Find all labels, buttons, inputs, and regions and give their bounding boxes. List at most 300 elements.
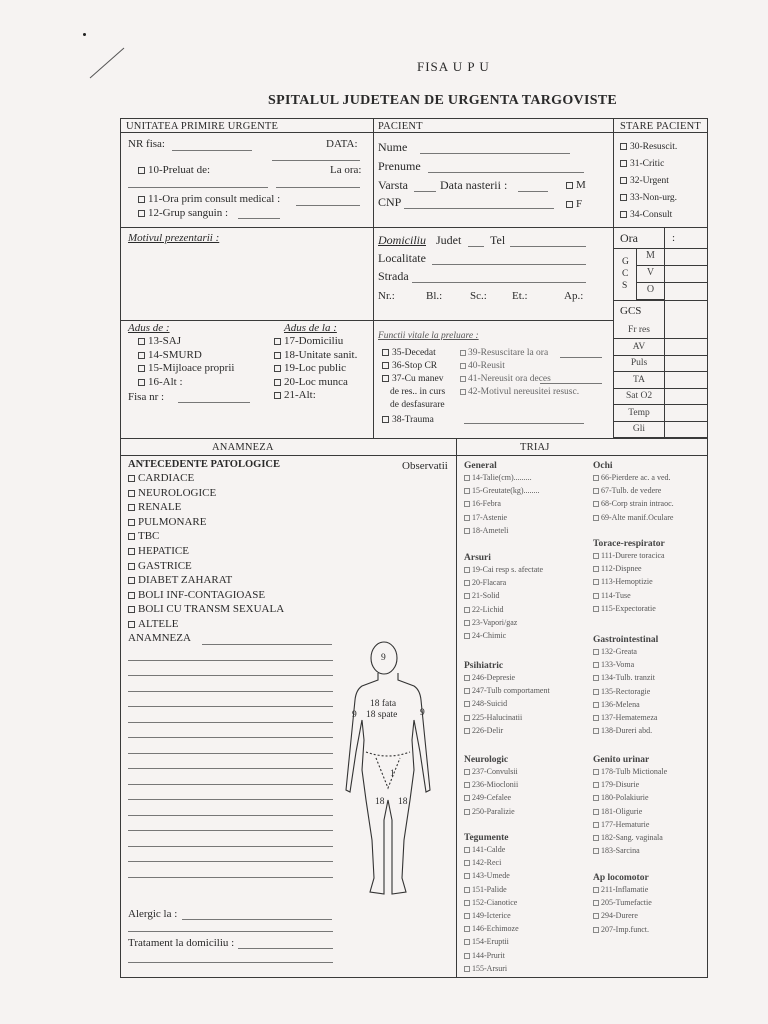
anamneza-line: [128, 768, 333, 769]
functii-item-row[interactable]: [382, 360, 437, 372]
sex-f-row[interactable]: [566, 198, 582, 211]
checkbox[interactable]: [593, 848, 599, 854]
checkbox[interactable]: [128, 533, 135, 540]
triaj-item-row[interactable]: [593, 473, 671, 483]
triaj-item-label: 236-Mioclonii: [472, 780, 519, 790]
triaj-item-row[interactable]: [464, 526, 508, 536]
triaj-item-row[interactable]: [464, 964, 507, 974]
adus-de-item-row[interactable]: [138, 362, 234, 375]
triaj-item-row[interactable]: [464, 937, 509, 947]
anamneza-line: [128, 846, 333, 847]
bl-label: Bl.:: [426, 290, 443, 302]
checkbox[interactable]: [593, 475, 599, 481]
checkbox[interactable]: [382, 349, 389, 356]
triaj-item-row[interactable]: [464, 871, 510, 881]
gcs-o-cell[interactable]: [636, 282, 665, 300]
triaj-item-label: 182-Sang. vaginala: [601, 833, 663, 842]
triaj-item-row[interactable]: [593, 700, 640, 710]
body-arm-right: 9: [420, 708, 425, 718]
vital-row-divider: [613, 388, 708, 389]
checkbox[interactable]: [593, 887, 599, 893]
triaj-item-row[interactable]: [464, 699, 507, 709]
checkbox[interactable]: [464, 966, 470, 972]
gcs-label: GCS: [620, 305, 642, 317]
checkbox[interactable]: [464, 501, 470, 507]
checkbox[interactable]: [464, 580, 470, 586]
functii-item-row[interactable]: [382, 347, 436, 359]
adus-de-item-row[interactable]: [138, 335, 181, 348]
sc-label: Sc.:: [470, 290, 487, 302]
adus-de-la-item-label: 17-Domiciliu: [284, 335, 344, 347]
triaj-item-label: 141-Calde: [472, 845, 506, 854]
checkbox[interactable]: [128, 504, 135, 511]
checkbox[interactable]: [138, 338, 145, 345]
stare-item-row[interactable]: [620, 158, 664, 170]
et-label: Et.:: [512, 290, 528, 302]
checkbox[interactable]: [128, 577, 135, 584]
anamneza-line: [128, 660, 333, 661]
vital-label: Fr res: [628, 325, 650, 335]
triaj-item-label: 225-Halucinatii: [472, 712, 523, 722]
antecedent-item-row[interactable]: [128, 560, 192, 573]
checkbox[interactable]: [593, 488, 599, 494]
vital-row-divider: [613, 404, 708, 405]
triaj-item-row[interactable]: [593, 846, 640, 856]
tratament-label: Tratament la domiciliu :: [128, 937, 235, 949]
triaj-item-row[interactable]: [464, 767, 518, 777]
checkbox[interactable]: [464, 900, 470, 906]
checkbox[interactable]: [128, 519, 135, 526]
checkbox[interactable]: [620, 211, 627, 218]
antecedent-item-row[interactable]: [128, 501, 181, 514]
body-front-label: 18 fata: [370, 699, 397, 709]
triaj-item-row[interactable]: [464, 591, 500, 601]
checkbox[interactable]: [382, 362, 389, 369]
vital-row-divider: [613, 437, 708, 438]
triaj-item-row[interactable]: [464, 618, 517, 628]
triaj-item-row[interactable]: [593, 687, 650, 697]
triaj-item-label: 250-Paralizie: [472, 806, 515, 816]
antecedent-item-row[interactable]: [128, 618, 179, 631]
antecedent-item-row[interactable]: [128, 516, 206, 529]
triaj-item-row[interactable]: [464, 911, 511, 921]
triaj-item-row[interactable]: [593, 885, 648, 895]
triaj-item-row[interactable]: [593, 486, 661, 496]
functii-item-label: 41-Nereusit ora deces: [468, 374, 551, 384]
checkbox[interactable]: [593, 649, 599, 655]
checkbox[interactable]: [593, 900, 599, 906]
checkbox[interactable]: [593, 593, 599, 599]
triaj-item-label: 142-Reci: [472, 858, 502, 868]
triaj-item-label: 237-Convulsii: [472, 767, 518, 776]
adus-de-la-item-row[interactable]: [274, 376, 348, 389]
checkbox[interactable]: [464, 515, 470, 521]
tratament-line-2: [128, 962, 333, 963]
functii-item-row[interactable]: [382, 373, 443, 385]
triaj-item-label: 115-Expectoratie: [601, 603, 656, 613]
checkbox[interactable]: [464, 782, 470, 788]
checkbox[interactable]: [460, 363, 466, 369]
functii-item-row[interactable]: [460, 373, 551, 385]
checkbox[interactable]: [620, 160, 627, 167]
antecedent-item-label: TBC: [138, 530, 160, 543]
body-groin: 1: [390, 769, 395, 779]
stare-item-label: 30-Resuscit.: [630, 142, 678, 152]
vital-label: Puls: [630, 358, 648, 368]
adus-de-la-item-row[interactable]: [274, 362, 346, 375]
triaj-item-label: 226-Delir: [472, 725, 504, 735]
anamneza-line: [128, 877, 333, 878]
antecedent-item-row[interactable]: [128, 603, 284, 616]
triaj-item-row[interactable]: [593, 713, 657, 723]
vital-label: AV: [632, 341, 646, 352]
triaj-item-label: 21-Solid: [472, 591, 500, 601]
checkbox[interactable]: [274, 338, 281, 345]
anamneza-title: ANAMNEZA: [212, 442, 274, 453]
checkbox[interactable]: [593, 835, 599, 841]
checkbox[interactable]: [464, 926, 470, 932]
triaj-item-label: 22-Lichid: [472, 604, 504, 614]
triaj-item-label: 183-Sarcina: [601, 846, 640, 856]
ora-label: Ora: [620, 231, 638, 245]
adus-de-la-item-label: 19-Loc public: [284, 362, 347, 374]
functii-trauma-row[interactable]: [382, 414, 434, 426]
anamneza-line: [128, 691, 333, 692]
functii-extra: de res.. in curs: [390, 387, 446, 397]
triaj-item-row[interactable]: [464, 473, 532, 483]
triaj-item-row[interactable]: [593, 833, 663, 843]
checkbox[interactable]: [460, 376, 466, 382]
body-back-label: 18 spate: [366, 710, 398, 720]
antecedent-item-row[interactable]: [128, 574, 232, 587]
body-head-num: 9: [381, 653, 386, 663]
triaj-item-row[interactable]: [464, 605, 504, 615]
triaj-item-label: 181-Oligurie: [601, 806, 643, 816]
checkbox[interactable]: [464, 567, 470, 573]
checkbox[interactable]: [620, 177, 627, 184]
vital-label: TA: [633, 374, 645, 385]
triaj-item-row[interactable]: [593, 660, 634, 670]
preluat-label: 10-Preluat de:: [148, 164, 211, 176]
triaj-item-row[interactable]: [464, 686, 550, 696]
triaj-item-row[interactable]: [464, 951, 505, 961]
antecedent-item-row[interactable]: [128, 487, 216, 500]
functii-item-row[interactable]: [460, 360, 505, 372]
body-leg-right: 18: [398, 797, 408, 807]
checkbox[interactable]: [593, 822, 599, 828]
dot-mark: [83, 33, 86, 36]
anamneza-line: [128, 861, 333, 862]
triaj-item-row[interactable]: [593, 647, 637, 657]
triaj-item-row[interactable]: [464, 793, 511, 803]
triaj-item-row[interactable]: [464, 578, 506, 588]
triaj-item-row[interactable]: [593, 551, 665, 561]
prenume-label: Prenume: [378, 159, 421, 173]
triaj-item-row[interactable]: [593, 793, 649, 803]
triaj-item-row[interactable]: [593, 499, 674, 509]
triaj-item-row[interactable]: [464, 726, 503, 736]
triaj-item-label: 247-Tulb comportament: [472, 686, 550, 696]
triaj-item-row[interactable]: [464, 845, 505, 855]
checkbox[interactable]: [593, 515, 599, 521]
checkbox[interactable]: [128, 490, 135, 497]
checkbox[interactable]: [593, 913, 599, 919]
triaj-item-row[interactable]: [593, 807, 642, 817]
vital-row-divider: [613, 371, 708, 372]
antecedent-item-label: RENALE: [138, 501, 182, 514]
vital-label: Gli: [632, 424, 646, 434]
checkbox[interactable]: [274, 392, 281, 399]
checkbox[interactable]: [593, 809, 599, 815]
checkbox[interactable]: [593, 501, 599, 507]
functii-item-row[interactable]: [460, 386, 579, 398]
checkbox[interactable]: [464, 809, 470, 815]
checkbox[interactable]: [464, 728, 470, 734]
triaj-item-row[interactable]: [464, 713, 522, 723]
checkbox[interactable]: [593, 566, 599, 572]
checkbox[interactable]: [593, 662, 599, 668]
triaj-item-row[interactable]: [464, 499, 501, 509]
checkbox[interactable]: [464, 620, 470, 626]
consult-label: 11-Ora prim consult medical :: [148, 193, 281, 205]
antecedent-item-row[interactable]: [128, 472, 194, 485]
adus-de-la-item-row[interactable]: [274, 389, 316, 402]
antecedent-item-label: GASTRICE: [138, 559, 192, 572]
adus-de-item-row[interactable]: [138, 349, 202, 362]
triaj-item-row[interactable]: [464, 565, 543, 575]
triaj-item-row[interactable]: [593, 673, 655, 683]
checkbox[interactable]: [464, 887, 470, 893]
antecedent-item-label: PULMONARE: [138, 515, 207, 528]
adus-de-la-item-label: 21-Alt:: [284, 389, 316, 401]
nr-label: Nr.:: [378, 290, 395, 302]
triaj-section-title: General: [464, 461, 497, 471]
vital-row-divider: [613, 421, 708, 422]
triaj-item-label: 134-Tulb. tranzit: [601, 673, 655, 683]
ora-colon: :: [672, 232, 676, 244]
triaj-item-label: 24-Chimic: [472, 631, 507, 640]
triaj-item-label: 144-Prurit: [472, 950, 505, 960]
checkbox[interactable]: [593, 579, 599, 585]
checkbox[interactable]: [464, 715, 470, 721]
triaj-item-row[interactable]: [593, 780, 639, 790]
triaj-item-row[interactable]: [464, 631, 506, 641]
checkbox[interactable]: [138, 379, 145, 386]
checkbox[interactable]: [593, 795, 599, 801]
checkbox[interactable]: [274, 352, 281, 359]
anamneza-line: [128, 830, 333, 831]
gcs-m-cell[interactable]: [636, 248, 665, 266]
checkbox[interactable]: [593, 702, 599, 708]
checkbox[interactable]: [128, 548, 135, 555]
checkbox[interactable]: [274, 365, 281, 372]
checkbox[interactable]: [128, 475, 135, 482]
triaj-section-title: Gastrointestinal: [593, 635, 659, 645]
checkbox[interactable]: [460, 350, 466, 356]
alergic-line: [182, 919, 332, 920]
adus-de-la-item-row[interactable]: [274, 335, 343, 348]
adus-de-item-label: 15-Mijloace proprii: [148, 362, 235, 374]
functii-item-label: 42-Motivul nereusitei resusc.: [468, 387, 580, 397]
checkbox[interactable]: [382, 375, 389, 382]
nume-label: Nume: [378, 140, 408, 154]
antecedent-item-row[interactable]: [128, 589, 265, 602]
triaj-item-row[interactable]: [464, 885, 507, 895]
triaj-item-row[interactable]: [593, 726, 652, 736]
triaj-item-label: 155-Arsuri: [472, 963, 508, 973]
checkbox[interactable]: [593, 927, 599, 933]
triaj-section-title: Arsuri: [464, 553, 491, 563]
triaj-item-label: 135-Rectoragie: [601, 686, 651, 696]
stare-item-row[interactable]: [620, 209, 672, 221]
functii-title: Functii vitale la preluare :: [378, 331, 479, 341]
checkbox[interactable]: [464, 475, 470, 481]
triaj-item-row[interactable]: [464, 486, 540, 496]
checkbox[interactable]: [620, 194, 627, 201]
checkbox[interactable]: [138, 365, 145, 372]
triaj-item-row[interactable]: [593, 898, 652, 908]
localitate-label: Localitate: [378, 251, 426, 265]
checkbox[interactable]: [593, 728, 599, 734]
checkbox[interactable]: [593, 553, 599, 559]
triaj-item-row[interactable]: [593, 513, 673, 523]
checkbox[interactable]: [464, 688, 470, 694]
checkbox[interactable]: [464, 488, 470, 494]
anamneza-line: [128, 753, 333, 754]
checkbox[interactable]: [464, 675, 470, 681]
checkbox[interactable]: [464, 847, 470, 853]
antecedent-item-row[interactable]: [128, 545, 189, 558]
checkbox[interactable]: [274, 379, 281, 386]
vital-label: Sat O2: [625, 391, 653, 401]
triaj-item-label: 154-Eruptii: [472, 937, 509, 947]
grup-row[interactable]: [138, 207, 228, 220]
triaj-item-label: 205-Tumefactie: [601, 898, 652, 908]
triaj-item-label: 152-Cianotice: [472, 897, 518, 907]
anamneza-line: [128, 737, 333, 738]
checkbox[interactable]: [593, 769, 599, 775]
functii-item-row[interactable]: [460, 347, 548, 359]
checkbox[interactable]: [128, 621, 135, 628]
triaj-item-row[interactable]: [464, 780, 518, 790]
functii-item-label: 39-Resuscitare la ora: [468, 348, 549, 358]
checkbox[interactable]: [464, 913, 470, 919]
adus-de-item-row[interactable]: [138, 376, 183, 389]
vital-label: Temp: [628, 407, 650, 418]
triaj-item-row[interactable]: [593, 911, 638, 921]
checkbox[interactable]: [464, 873, 470, 879]
triaj-item-row[interactable]: [464, 858, 501, 868]
stare-item-row[interactable]: [620, 141, 677, 153]
triaj-section-title: Psihiatric: [464, 661, 504, 671]
nr-fisa-label: NR fisa:: [128, 138, 165, 150]
checkbox[interactable]: [464, 633, 470, 639]
pen-mark: [88, 44, 128, 80]
triaj-item-label: 14-Talie(cm).........: [472, 473, 532, 482]
triaj-item-row[interactable]: [593, 591, 631, 601]
checkbox[interactable]: [464, 607, 470, 613]
anamneza-line: [202, 644, 332, 645]
triaj-item-row[interactable]: [593, 604, 656, 614]
checkbox[interactable]: [593, 675, 599, 681]
checkbox[interactable]: [464, 769, 470, 775]
stare-item-row[interactable]: [620, 192, 677, 204]
functii-item-label: 36-Stop CR: [392, 361, 438, 371]
checkbox[interactable]: [593, 606, 599, 612]
checkbox[interactable]: [593, 689, 599, 695]
checkbox[interactable]: [128, 592, 135, 599]
checkbox[interactable]: [128, 563, 135, 570]
stare-item-row[interactable]: [620, 175, 669, 187]
triaj-item-row[interactable]: [593, 767, 667, 777]
domiciliu-title: Domiciliu: [378, 233, 426, 247]
checkbox[interactable]: [464, 939, 470, 945]
triaj-section-title: Tegumente: [464, 833, 509, 843]
triaj-item-label: 66-Pierdere ac. a ved.: [601, 473, 671, 482]
triaj-item-label: 249-Cefalee: [472, 793, 512, 803]
sex-m-row[interactable]: [566, 179, 586, 192]
checkbox[interactable]: [382, 416, 389, 423]
tratament-line: [238, 948, 333, 949]
unit-title: UNITATEA PRIMIRE URGENTE: [126, 121, 279, 132]
triaj-item-row[interactable]: [593, 820, 649, 830]
observatii-label: Observatii: [402, 460, 448, 472]
checkbox[interactable]: [593, 782, 599, 788]
gcs-v-cell[interactable]: [636, 265, 665, 283]
triaj-item-row[interactable]: [464, 673, 515, 683]
adus-de-la-item-row[interactable]: [274, 349, 357, 362]
checkbox[interactable]: [593, 715, 599, 721]
checkbox[interactable]: [138, 352, 145, 359]
checkbox[interactable]: [620, 143, 627, 150]
triaj-item-label: 111-Durere toracica: [601, 551, 665, 560]
preluat-row[interactable]: [138, 164, 210, 177]
triaj-item-label: 15-Greutate(kg)........: [472, 486, 540, 496]
triaj-item-label: 113-Hemoptizie: [601, 577, 653, 587]
antecedent-item-label: DIABET ZAHARAT: [138, 574, 233, 587]
triaj-item-label: 114-Tuse: [601, 590, 631, 600]
triaj-item-row[interactable]: [464, 513, 507, 523]
triaj-item-row[interactable]: [464, 898, 517, 908]
consult-row[interactable]: [138, 193, 280, 206]
checkbox[interactable]: [464, 795, 470, 801]
deces-line: [540, 383, 602, 384]
checkbox[interactable]: [464, 701, 470, 707]
triaj-item-label: 18-Ameteli: [472, 525, 509, 535]
triaj-item-row[interactable]: [593, 925, 649, 935]
triaj-item-row[interactable]: [464, 924, 519, 934]
tel-label: Tel: [490, 233, 506, 247]
triaj-item-row[interactable]: [464, 807, 515, 817]
triaj-section-title: Torace-respirator: [593, 539, 665, 549]
triaj-section-title: Ochi: [593, 461, 613, 471]
triaj-item-label: 136-Melena: [601, 699, 640, 709]
checkbox[interactable]: [128, 606, 135, 613]
checkbox[interactable]: [464, 593, 470, 599]
patient-title: PACIENT: [378, 121, 423, 132]
triaj-item-row[interactable]: [593, 564, 642, 574]
checkbox[interactable]: [464, 953, 470, 959]
triaj-item-row[interactable]: [593, 577, 653, 587]
checkbox[interactable]: [464, 528, 470, 534]
triaj-item-label: 151-Palide: [472, 884, 507, 894]
antecedent-item-row[interactable]: [128, 530, 159, 543]
checkbox[interactable]: [464, 860, 470, 866]
checkbox[interactable]: [460, 389, 466, 395]
functii-item-label: 40-Reusit: [468, 361, 505, 371]
antecedent-item-label: CARDIACE: [138, 472, 195, 484]
antecedent-item-label: BOLI CU TRANSM SEXUALA: [138, 603, 285, 616]
